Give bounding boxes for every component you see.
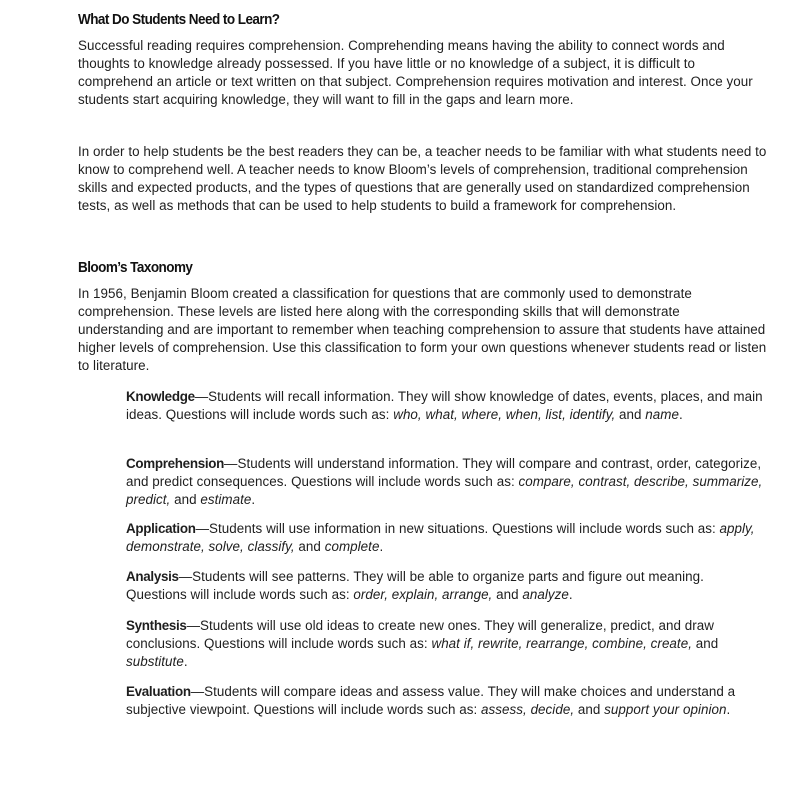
level-keywords: compare, contrast, describe, summarize, predict, <box>126 474 763 507</box>
level-term: Synthesis <box>126 618 187 633</box>
level-description: —Students will recall information. They will show knowledge of dates, events, places, and main ideas. Questions will include words such as: <box>126 389 763 422</box>
level-end: . <box>251 492 256 507</box>
level-description: —Students will compare ideas and assess value. They will make choices and understand a subjective viewpoint. Questions will include words such as: <box>126 684 736 717</box>
level-keyword-last: name <box>645 407 679 422</box>
level-connector: and <box>294 539 325 554</box>
level-keyword-last: support your opinion <box>604 702 727 717</box>
level-keyword-last: analyze <box>522 587 569 602</box>
bloom-level-application <box>126 520 766 556</box>
level-connector: and <box>691 636 719 651</box>
bloom-level-comprehension <box>126 455 766 509</box>
level-term: Knowledge <box>126 389 195 404</box>
paragraph-comprehension-intro: Successful reading requires comprehension. Comprehending means having the ability to connect words and thoughts to knowledge already possessed. If you have little or no knowledge of a subject, it is difficult to comprehend an article or text written on that subject. Comprehension requires motivation and interest. Once your students start acquiring knowledge, they will want to fill in the gaps and learn more. <box>78 38 753 107</box>
level-connector: and <box>615 407 646 422</box>
level-keywords: order, explain, arrange, <box>353 587 493 602</box>
bloom-level-knowledge <box>126 388 766 424</box>
level-keywords: apply, demonstrate, solve, classify, <box>126 521 755 554</box>
level-connector: and <box>170 492 201 507</box>
level-end: . <box>183 654 188 669</box>
level-connector: and <box>492 587 523 602</box>
level-keywords: what if, rewrite, rearrange, combine, create, <box>431 636 692 651</box>
paragraph-bloom-intro: In 1956, Benjamin Bloom created a classification for questions that are commonly used to demonstrate comprehension. These levels are listed here along with the corresponding skills that will demonstrate understanding and are important to remember when teaching comprehension to assure that students have attained higher levels of comprehension. Use this classification to form your own questions whenever students read or listen to literature. <box>78 286 767 373</box>
level-description: —Students will see patterns. They will be able to organize parts and figure out meaning. Questions will include words such as: <box>126 569 704 602</box>
level-end: . <box>568 587 573 602</box>
paragraph-teacher-needs: In order to help students be the best readers they can be, a teacher needs to be familiar with what students need to know to comprehend well. A teacher needs to know Bloom’s levels of comprehension, traditional comprehension skills and expected products, and the types of questions that are generally used on standardized comprehension tests, as well as methods that can be used to help students to build a framework for comprehension. <box>78 144 767 213</box>
level-keywords: who, what, where, when, list, identify, <box>393 407 616 422</box>
section-heading-blooms-taxonomy: Bloom’s Taxonomy <box>78 259 193 276</box>
level-end: . <box>726 702 731 717</box>
bloom-level-analysis <box>126 568 766 604</box>
level-keyword-last: estimate <box>200 492 252 507</box>
level-term: Evaluation <box>126 684 191 699</box>
bloom-level-evaluation <box>126 683 766 719</box>
level-term: Application <box>126 521 196 536</box>
section-heading-what-students-need: What Do Students Need to Learn? <box>78 11 280 28</box>
level-end: . <box>379 539 384 554</box>
bloom-level-synthesis <box>126 617 766 671</box>
level-description: —Students will use old ideas to create new ones. They will generalize, predict, and draw conclusions. Questions will include words such as: <box>126 618 714 651</box>
level-term: Comprehension <box>126 456 225 471</box>
level-keywords: assess, decide, <box>481 702 575 717</box>
level-connector: and <box>574 702 605 717</box>
level-term: Analysis <box>126 569 179 584</box>
level-description: —Students will use information in new situations. Questions will include words such as: <box>195 521 720 536</box>
level-keyword-last: substitute <box>126 654 184 669</box>
level-description: —Students will understand information. They will compare and contrast, order, categorize, and predict consequences. Questions will include words such as: <box>126 456 762 489</box>
level-end: . <box>678 407 683 422</box>
level-keyword-last: complete <box>324 539 380 554</box>
